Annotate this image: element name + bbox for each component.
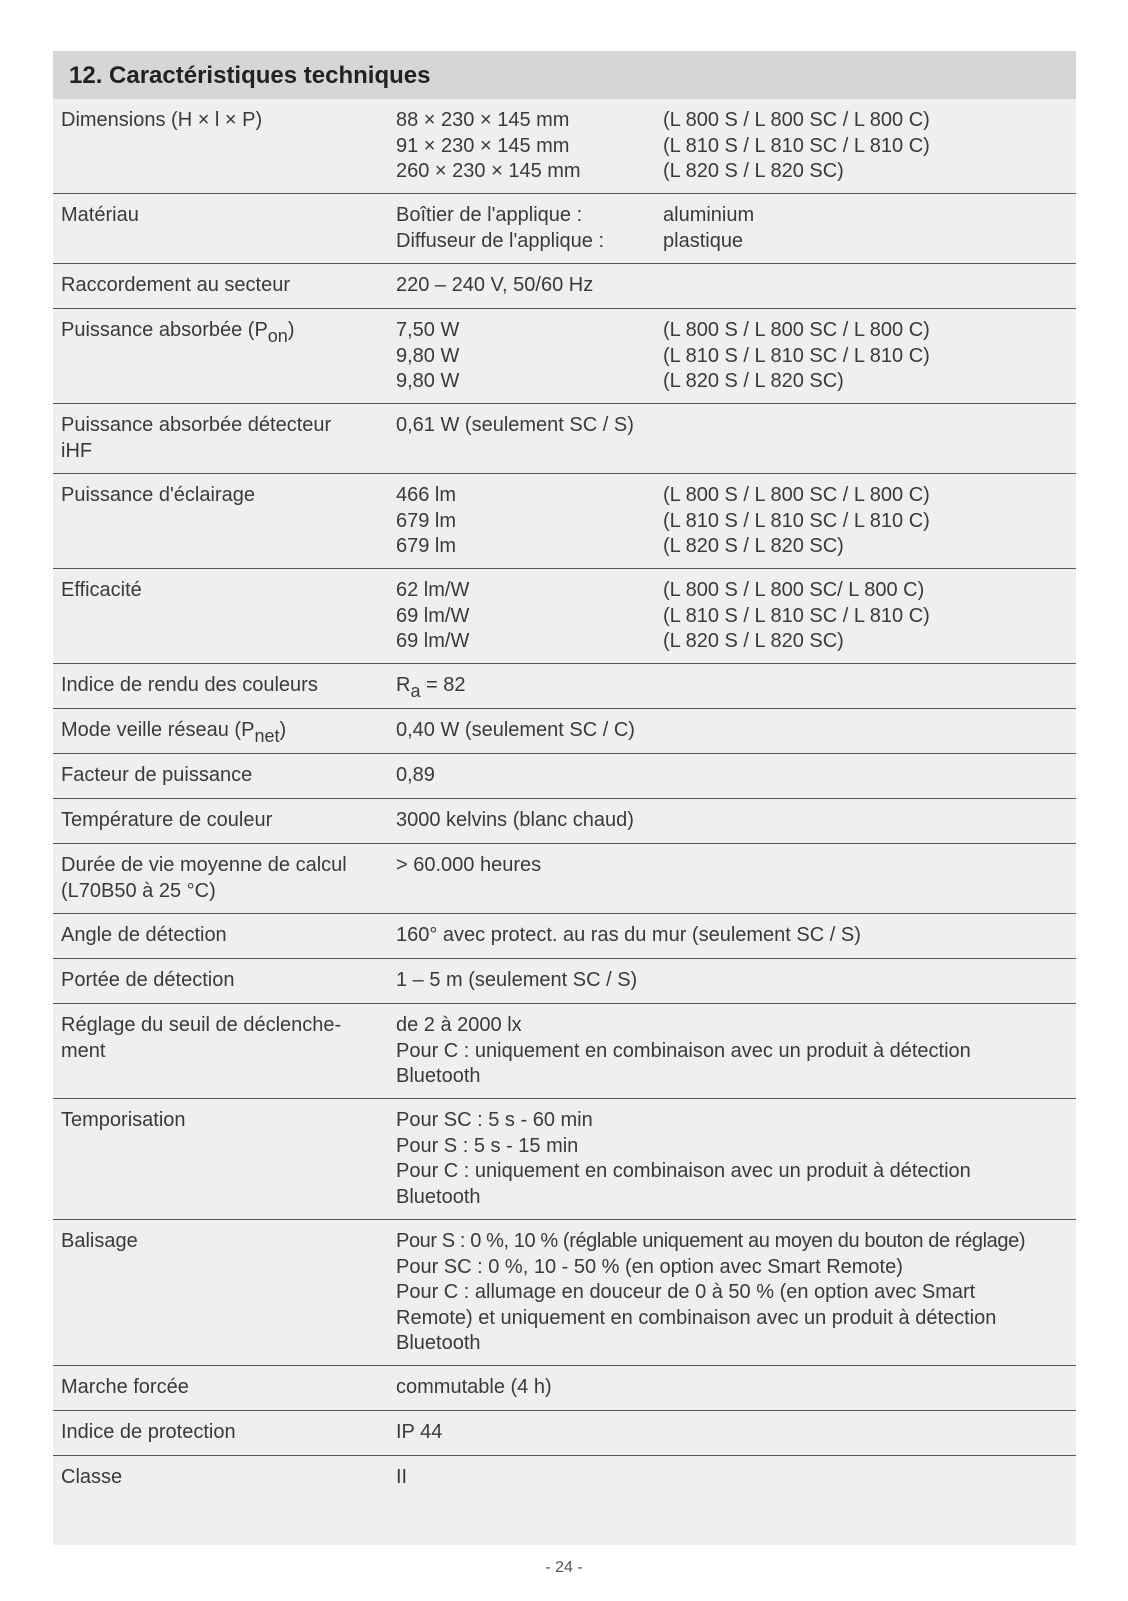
- spec-row: [53, 474, 1076, 569]
- spec-label: [61, 578, 361, 604]
- spec-row: [53, 1099, 1076, 1220]
- spec-label-tail: ): [287, 319, 295, 341]
- spec-value: [396, 1229, 1025, 1255]
- spec-value-line: [396, 369, 1068, 395]
- spec-value-text: R: [396, 674, 411, 696]
- spec-value: [396, 273, 663, 299]
- spec-value-text: 1 – 5 m (seulement SC / S): [396, 969, 638, 991]
- spec-value-text: Diffuseur de l'applique :: [396, 229, 605, 252]
- spec-value-line: [396, 1306, 1068, 1332]
- spec-values: [396, 1420, 1068, 1446]
- spec-label-text: Temporisation: [61, 1109, 186, 1131]
- spec-value-line: [396, 509, 1068, 535]
- spec-row: [53, 569, 1076, 664]
- spec-value-line: [396, 1039, 1068, 1065]
- spec-value-line: [396, 1375, 1068, 1401]
- spec-model-note: (L 820 S / L 820 SC): [663, 160, 844, 182]
- spec-model-note: plastique: [663, 229, 744, 252]
- spec-label-text: Puissance d'éclairage: [61, 484, 255, 506]
- spec-value: [396, 1185, 481, 1211]
- spec-value-line: [396, 629, 1068, 655]
- spec-row: [53, 194, 1076, 264]
- spec-value-line: [396, 483, 1068, 509]
- spec-values: [396, 413, 1068, 439]
- spec-value-text: 679 lm: [396, 535, 457, 557]
- spec-value-text: Pour S : 5 s - 15 min: [396, 1134, 579, 1157]
- spec-values: [396, 273, 1068, 299]
- spec-value: [396, 1134, 578, 1160]
- spec-value-text: 69 lm/W: [396, 604, 470, 627]
- spec-value-text: 160° avec protect. au ras du mur (seulement SC / S): [396, 924, 861, 946]
- spec-value-line: [396, 318, 1068, 344]
- spec-label: [61, 318, 361, 344]
- spec-value-line: [396, 1229, 1068, 1255]
- spec-value: [396, 604, 663, 630]
- spec-label: [61, 1420, 361, 1446]
- spec-value-line: [396, 344, 1068, 370]
- spec-label-text: Marche forcée: [61, 1376, 189, 1398]
- spec-value: [396, 629, 663, 655]
- spec-value: [396, 318, 663, 344]
- spec-value-line: [396, 718, 1068, 744]
- spec-value-text: Pour C : allumage en douceur de 0 à 50 % (en option avec Smart: [396, 1281, 976, 1303]
- spec-value-line: [396, 229, 1068, 255]
- spec-label: [61, 923, 361, 949]
- spec-value: [396, 968, 637, 994]
- spec-label: [61, 1375, 361, 1401]
- spec-value-text: 88 × 230 × 145 mm: [396, 109, 570, 131]
- spec-row: [53, 1411, 1076, 1456]
- spec-label-text: Portée de détection: [61, 969, 235, 991]
- spec-model-note: (L 810 S / L 810 SC / L 810 C): [663, 604, 930, 627]
- spec-values: [396, 718, 1068, 744]
- spec-value: [396, 159, 663, 185]
- spec-value-line: [396, 273, 1068, 299]
- spec-value-text: 0,89: [396, 764, 435, 786]
- spec-model-note: (L 800 S / L 800 SC / L 800 C): [663, 484, 930, 506]
- spec-value-text: 62 lm/W: [396, 579, 470, 601]
- spec-value-text: 0,61 W (seulement SC / S): [396, 414, 634, 436]
- spec-model-note: (L 800 S / L 800 SC / L 800 C): [663, 109, 930, 131]
- spec-value-line: [396, 853, 1068, 879]
- spec-value: [396, 344, 663, 370]
- spec-values: [396, 578, 1068, 655]
- spec-model-note: (L 800 S / L 800 SC / L 800 C): [663, 319, 930, 341]
- spec-value: [396, 1331, 481, 1357]
- spec-label: [61, 1013, 361, 1064]
- spec-label-text: Réglage du seuil de déclenche-ment: [61, 1014, 342, 1062]
- spec-label-text: Durée de vie moyenne de calcul (L70B50 à 25 °C): [61, 854, 347, 902]
- spec-label-text: Classe: [61, 1466, 123, 1488]
- spec-value-text: Pour SC : 5 s - 60 min: [396, 1109, 593, 1131]
- spec-label-text: Puissance absorbée détecteur iHF: [61, 414, 332, 462]
- spec-value: [396, 673, 663, 699]
- spec-value-line: [396, 1280, 1068, 1306]
- spec-value: [396, 134, 663, 160]
- spec-value: [396, 808, 634, 834]
- spec-value: [396, 1159, 971, 1185]
- spec-label-text: Indice de rendu des couleurs: [61, 674, 318, 696]
- spec-model-note: aluminium: [663, 204, 755, 226]
- spec-value: [396, 203, 663, 229]
- spec-row: [53, 404, 1076, 474]
- spec-label-text: Matériau: [61, 204, 139, 226]
- spec-value-text: commutable (4 h): [396, 1376, 552, 1398]
- spec-value-text: Bluetooth: [396, 1185, 481, 1208]
- spec-row: [53, 844, 1076, 914]
- spec-model-note: (L 820 S / L 820 SC): [663, 630, 844, 652]
- spec-model-note: (L 820 S / L 820 SC): [663, 535, 844, 557]
- spec-value: [396, 1039, 971, 1065]
- spec-values: [396, 1108, 1068, 1210]
- spec-row: [53, 914, 1076, 959]
- spec-label-text: Angle de détection: [61, 924, 227, 946]
- spec-value: [396, 483, 663, 509]
- spec-value-line: [396, 604, 1068, 630]
- spec-label: [61, 1229, 361, 1255]
- spec-model-note: (L 820 S / L 820 SC): [663, 370, 844, 392]
- spec-value-line: [396, 1134, 1068, 1160]
- spec-value: [396, 718, 635, 744]
- spec-value-line: [396, 1159, 1068, 1185]
- spec-value-text: Bluetooth: [396, 1332, 481, 1354]
- spec-values: [396, 1375, 1068, 1401]
- spec-label: [61, 108, 361, 134]
- spec-value: [396, 763, 663, 789]
- spec-table: [53, 99, 1076, 1501]
- section-title: 12. Caractéristiques techniques: [53, 51, 1076, 99]
- spec-value-line: [396, 763, 1068, 789]
- spec-values: [396, 853, 1068, 879]
- spec-values: [396, 808, 1068, 834]
- spec-label-text: Raccordement au secteur: [61, 274, 291, 296]
- spec-values: [396, 1229, 1068, 1357]
- spec-value: [396, 369, 663, 395]
- spec-row: [53, 959, 1076, 1004]
- spec-value-line: [396, 159, 1068, 185]
- spec-value: [396, 413, 634, 439]
- spec-value-line: [396, 108, 1068, 134]
- spec-values: [396, 203, 1068, 254]
- spec-value-line: [396, 134, 1068, 160]
- spec-label: [61, 718, 361, 744]
- page-number: - 24 -: [545, 1559, 583, 1576]
- spec-value: [396, 229, 663, 255]
- spec-row: [53, 1004, 1076, 1099]
- spec-label: [61, 763, 361, 789]
- spec-label: [61, 483, 361, 509]
- spec-label-subscript: on: [267, 326, 288, 346]
- spec-row: [53, 264, 1076, 309]
- spec-value: [396, 1306, 996, 1332]
- spec-values: [396, 968, 1068, 994]
- spec-value-line: [396, 808, 1068, 834]
- spec-value-line: [396, 923, 1068, 949]
- spec-value: [396, 108, 663, 134]
- spec-value: [396, 1255, 903, 1281]
- spec-value-line: [396, 578, 1068, 604]
- spec-values: [396, 1465, 1068, 1491]
- spec-label: [61, 203, 361, 229]
- spec-value-text: Pour C : uniquement en combinaison avec un produit à détection: [396, 1160, 971, 1182]
- spec-value-text: 466 lm: [396, 484, 457, 506]
- spec-label-text: Facteur de puissance: [61, 764, 253, 786]
- spec-value: [396, 1375, 552, 1401]
- spec-value-text: 7,50 W: [396, 319, 460, 341]
- spec-value-text: 69 lm/W: [396, 630, 470, 652]
- spec-label: [61, 413, 361, 464]
- spec-value-text: 0,40 W (seulement SC / C): [396, 719, 635, 741]
- spec-label: [61, 853, 361, 904]
- spec-model-note: (L 810 S / L 810 SC / L 810 C): [663, 344, 930, 367]
- spec-label-text: Puissance absorbée (P: [61, 319, 268, 341]
- spec-value-text: Pour S : 0 %, 10 % (réglable uniquement au moyen du bouton de réglage): [396, 1230, 1026, 1252]
- spec-value-tail: = 82: [420, 674, 466, 696]
- spec-model-note: (L 800 S / L 800 SC/ L 800 C): [663, 579, 925, 601]
- spec-value-text: Remote) et uniquement en combinaison avec un produit à détection: [396, 1306, 997, 1329]
- spec-value-text: IP 44: [396, 1421, 443, 1443]
- spec-label-text: Mode veille réseau (P: [61, 719, 255, 741]
- spec-value: [396, 853, 663, 879]
- spec-label-text: Balisage: [61, 1230, 138, 1252]
- spec-value-text: II: [396, 1466, 408, 1488]
- spec-value-subscript: a: [410, 681, 421, 701]
- spec-value-text: 3000 kelvins (blanc chaud): [396, 809, 634, 831]
- spec-value: [396, 534, 663, 560]
- spec-value: [396, 1280, 975, 1306]
- spec-value-line: [396, 1255, 1068, 1281]
- spec-model-note: (L 810 S / L 810 SC / L 810 C): [663, 134, 930, 157]
- spec-values: [396, 1013, 1068, 1090]
- spec-row: [53, 99, 1076, 194]
- spec-value: [396, 1465, 663, 1491]
- spec-value-text: Boîtier de l'applique :: [396, 204, 583, 226]
- spec-value-text: 220 – 240 V, 50/60 Hz: [396, 274, 594, 296]
- spec-value: [396, 1420, 663, 1446]
- spec-values: [396, 923, 1068, 949]
- spec-value-text: Pour SC : 0 %, 10 - 50 % (en option avec Smart Remote): [396, 1255, 903, 1278]
- spec-value-line: [396, 1108, 1068, 1134]
- spec-value-line: [396, 203, 1068, 229]
- spec-value-text: 679 lm: [396, 509, 457, 532]
- spec-value-line: [396, 673, 1068, 699]
- spec-value-line: [396, 968, 1068, 994]
- spec-value-text: Bluetooth: [396, 1065, 481, 1087]
- spec-value: [396, 923, 861, 949]
- spec-value-text: 91 × 230 × 145 mm: [396, 134, 570, 157]
- spec-values: [396, 763, 1068, 789]
- spec-row: [53, 754, 1076, 799]
- spec-value: [396, 509, 663, 535]
- spec-value-line: [396, 1185, 1068, 1211]
- spec-value-text: > 60.000 heures: [396, 854, 542, 876]
- spec-value-text: de 2 à 2000 lx: [396, 1014, 522, 1036]
- spec-label-tail: ): [279, 719, 287, 741]
- spec-value-text: 260 × 230 × 145 mm: [396, 160, 581, 182]
- spec-values: [396, 673, 1068, 699]
- spec-row: [53, 309, 1076, 404]
- spec-value-line: [396, 534, 1068, 560]
- spec-value-line: [396, 1064, 1068, 1090]
- spec-value-line: [396, 1420, 1068, 1446]
- spec-value-line: [396, 1013, 1068, 1039]
- spec-row: [53, 709, 1076, 754]
- spec-label: [61, 968, 361, 994]
- spec-value-line: [396, 1465, 1068, 1491]
- spec-row: [53, 1456, 1076, 1501]
- spec-label: [61, 1108, 361, 1134]
- spec-label-text: Indice de protection: [61, 1421, 236, 1443]
- spec-label-subscript: net: [254, 726, 280, 746]
- spec-value-line: [396, 413, 1068, 439]
- spec-sheet: [53, 51, 1076, 1545]
- spec-values: [396, 318, 1068, 395]
- spec-value: [396, 1013, 522, 1039]
- spec-row: [53, 1366, 1076, 1411]
- spec-label: [61, 1465, 361, 1491]
- spec-label-text: Efficacité: [61, 579, 142, 601]
- spec-value: [396, 1064, 481, 1090]
- spec-value-line: [396, 1331, 1068, 1357]
- spec-model-note: (L 810 S / L 810 SC / L 810 C): [663, 509, 930, 532]
- spec-value-text: 9,80 W: [396, 370, 460, 392]
- spec-label-text: Dimensions (H × l × P): [61, 109, 263, 131]
- spec-row: [53, 799, 1076, 844]
- spec-row: [53, 664, 1076, 709]
- spec-value: [396, 578, 663, 604]
- spec-value: [396, 1108, 593, 1134]
- spec-label: [61, 673, 361, 699]
- spec-value-text: 9,80 W: [396, 344, 460, 367]
- spec-label: [61, 273, 361, 299]
- spec-values: [396, 483, 1068, 560]
- spec-values: [396, 108, 1068, 185]
- spec-label-text: Température de couleur: [61, 809, 273, 831]
- spec-label: [61, 808, 361, 834]
- spec-value-text: Pour C : uniquement en combinaison avec un produit à détection: [396, 1039, 971, 1062]
- spec-row: [53, 1220, 1076, 1366]
